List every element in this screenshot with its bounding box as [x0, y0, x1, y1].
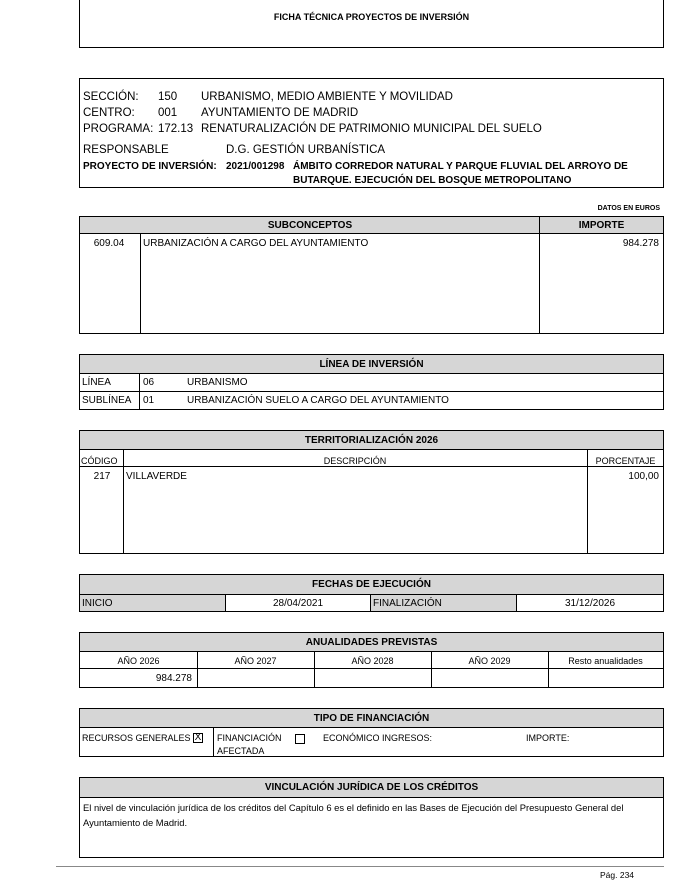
territorializacion-header: TERRITORIALIZACIÓN 2026	[304, 435, 439, 446]
subconceptos-table	[79, 216, 664, 334]
centro-label: CENTRO:	[83, 107, 135, 119]
linea-name: URBANISMO	[187, 377, 248, 388]
programa-name: RENATURALIZACIÓN DE PATRIMONIO MUNICIPAL DEL SUELO	[201, 123, 542, 135]
fin-label: FINALIZACIÓN	[373, 598, 442, 609]
fechas-table	[79, 574, 664, 612]
title-box	[79, 0, 664, 48]
anualidad-value-2026: 984.278	[155, 673, 192, 684]
subconcepto-code: 609.04	[93, 238, 125, 249]
vinculacion-header: VINCULACIÓN JURÍDICA DE LOS CRÉDITOS	[264, 782, 479, 793]
importe-label: IMPORTE:	[526, 733, 570, 743]
vinculacion-text-line2: Ayuntamiento de Madrid.	[83, 817, 188, 828]
recursos-generales-checkbox[interactable]: X	[194, 732, 202, 743]
proyecto-label: PROYECTO DE INVERSIÓN:	[83, 161, 217, 172]
anualidad-col-2027: AÑO 2027	[234, 656, 277, 666]
subconceptos-header: SUBCONCEPTOS	[267, 220, 353, 231]
descripcion-header: DESCRIPCIÓN	[323, 456, 387, 466]
anualidad-col-2029: AÑO 2029	[468, 656, 511, 666]
codigo-header: CÓDIGO	[81, 456, 118, 466]
responsable-name: D.G. GESTIÓN URBANÍSTICA	[226, 144, 386, 156]
recursos-generales-label: RECURSOS GENERALES	[82, 733, 191, 743]
financiacion-table	[79, 708, 664, 757]
linea-label: LÍNEA	[82, 377, 111, 388]
programa-code: 172.13	[158, 123, 194, 135]
centro-name: AYUNTAMIENTO DE MADRID	[201, 107, 359, 119]
subconcepto-desc: URBANIZACIÓN A CARGO DEL AYUNTAMIENTO	[143, 238, 369, 249]
fechas-header: FECHAS DE EJECUCIÓN	[312, 579, 431, 590]
seccion-name: URBANISMO, MEDIO AMBIENTE Y MOVILIDAD	[201, 91, 453, 103]
subconcepto-importe: 984.278	[622, 238, 659, 249]
anualidad-col-2026: AÑO 2026	[117, 656, 160, 666]
anualidades-header: ANUALIDADES PREVISTAS	[305, 637, 438, 648]
linea-code: 06	[143, 377, 155, 388]
financiacion-afectada-label-2: AFECTADA	[217, 746, 265, 756]
seccion-label: SECCIÓN:	[83, 91, 139, 103]
territorializacion-table	[79, 430, 664, 554]
financiacion-afectada-label-1: FINANCIACIÓN	[217, 733, 282, 743]
sublinea-label: SUBLÍNEA	[82, 395, 132, 406]
vinculacion-text-line1: El nivel de vinculación jurídica de los créditos del Capítulo 6 es el definido en las Bases de Ejecución del Presupuesto General del	[83, 802, 624, 813]
territorio-codigo: 217	[93, 471, 111, 482]
datos-en-euros: DATOS EN EUROS	[597, 205, 660, 212]
economico-ingresos-label: ECONÓMICO INGRESOS:	[323, 733, 433, 743]
financiacion-header: TIPO DE FINANCIACIÓN	[313, 713, 430, 724]
sublinea-code: 01	[143, 395, 155, 406]
financiacion-afectada-checkbox[interactable]	[295, 734, 305, 744]
info-box	[79, 78, 664, 188]
anualidad-col-2028: AÑO 2028	[351, 656, 394, 666]
fin-value: 31/12/2026	[564, 598, 616, 609]
anualidades-table	[79, 632, 664, 688]
footer-rule	[56, 866, 664, 867]
centro-code: 001	[158, 107, 178, 119]
territorio-porcentaje: 100,00	[628, 471, 659, 482]
page-number: Pág. 234	[600, 870, 635, 880]
sublinea-name: URBANIZACIÓN SUELO A CARGO DEL AYUNTAMIENTO	[187, 395, 449, 406]
proyecto-name-line2: BUTARQUE. EJECUCIÓN DEL BOSQUE METROPOLITANO	[293, 175, 572, 186]
linea-inversion-table	[79, 354, 664, 410]
seccion-code: 150	[158, 91, 178, 103]
porcentaje-header: PORCENTAJE	[595, 456, 656, 466]
territorio-descripcion: VILLAVERDE	[126, 471, 187, 482]
anualidad-col-resto: Resto anualidades	[568, 656, 643, 666]
proyecto-name-line1: ÁMBITO CORREDOR NATURAL Y PARQUE FLUVIAL DEL ARROYO DE	[293, 161, 628, 172]
linea-inversion-header: LÍNEA DE INVERSIÓN	[319, 359, 424, 370]
importe-header: IMPORTE	[578, 220, 625, 231]
proyecto-code: 2021/001298	[226, 161, 285, 172]
responsable-label: RESPONSABLE	[83, 144, 169, 156]
programa-label: PROGRAMA:	[83, 123, 154, 135]
vinculacion-table	[79, 777, 664, 858]
page-title: FICHA TÉCNICA PROYECTOS DE INVERSIÓN	[273, 12, 470, 22]
inicio-value: 28/04/2021	[272, 598, 324, 609]
inicio-label: INICIO	[82, 598, 113, 609]
